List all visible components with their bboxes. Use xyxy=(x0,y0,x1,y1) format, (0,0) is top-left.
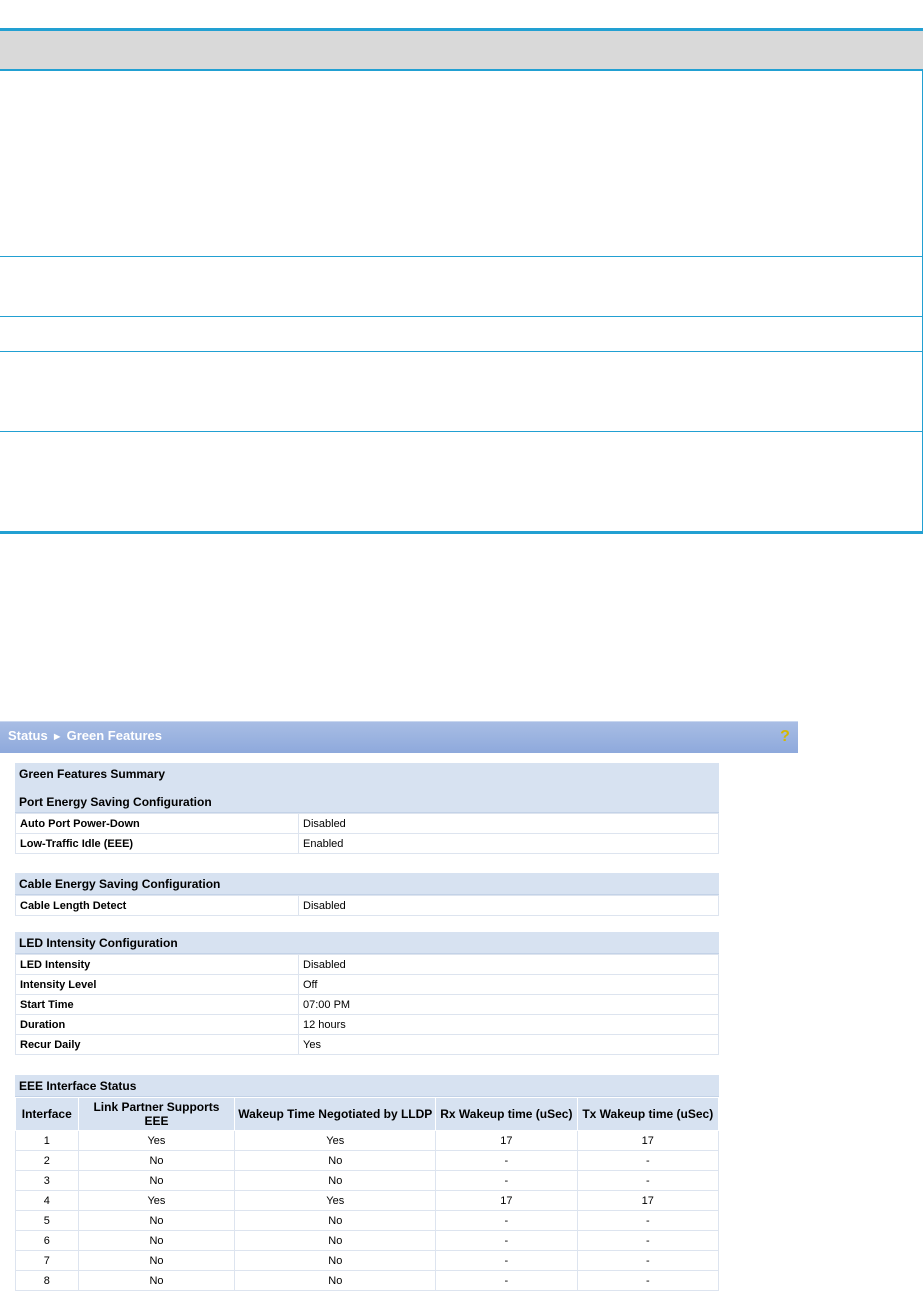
table-cell: 17 xyxy=(436,1131,577,1151)
table-cell: - xyxy=(436,1251,577,1271)
config-row xyxy=(16,896,719,916)
config-value: Disabled xyxy=(299,814,719,834)
eee-title: EEE Interface Status xyxy=(15,1075,719,1097)
table-cell: No xyxy=(78,1171,235,1191)
table-cell: No xyxy=(78,1211,235,1231)
led-title: LED Intensity Configuration xyxy=(15,932,719,954)
config-row xyxy=(16,814,719,834)
led-panel xyxy=(15,932,719,1055)
table-row xyxy=(16,1251,719,1271)
eee-table xyxy=(15,1097,719,1291)
table-cell: Yes xyxy=(235,1191,436,1211)
config-value: Off xyxy=(299,975,719,995)
cable-energy-title: Cable Energy Saving Configuration xyxy=(15,873,719,895)
table-cell: - xyxy=(577,1271,718,1291)
breadcrumb-parent[interactable]: Status xyxy=(8,728,48,743)
table-cell: 1 xyxy=(16,1131,79,1151)
empty-table-row-divider xyxy=(0,431,923,432)
table-cell: No xyxy=(235,1251,436,1271)
table-cell: - xyxy=(577,1251,718,1271)
config-value: Disabled xyxy=(299,896,719,916)
empty-table-header xyxy=(0,31,923,71)
table-cell: - xyxy=(577,1211,718,1231)
config-label: Cable Length Detect xyxy=(16,896,299,916)
table-cell: Yes xyxy=(235,1131,436,1151)
empty-table-row-divider xyxy=(0,351,923,352)
config-label: Low-Traffic Idle (EEE) xyxy=(16,834,299,854)
table-row xyxy=(16,1131,719,1151)
config-row xyxy=(16,955,719,975)
table-cell: 5 xyxy=(16,1211,79,1231)
config-row xyxy=(16,975,719,995)
port-energy-table xyxy=(15,813,719,854)
table-cell: - xyxy=(577,1151,718,1171)
table-cell: - xyxy=(436,1171,577,1191)
table-cell: No xyxy=(235,1231,436,1251)
eee-panel xyxy=(15,1075,719,1291)
port-energy-panel xyxy=(15,763,719,854)
help-icon[interactable]: ? xyxy=(780,728,790,745)
config-label: Duration xyxy=(16,1015,299,1035)
column-header: Tx Wakeup time (uSec) xyxy=(577,1098,718,1131)
table-cell: 3 xyxy=(16,1171,79,1191)
empty-table-row-divider xyxy=(0,316,923,317)
config-value: Enabled xyxy=(299,834,719,854)
table-cell: 8 xyxy=(16,1271,79,1291)
table-cell: Yes xyxy=(78,1191,235,1211)
table-row xyxy=(16,1191,719,1211)
status-header-bar xyxy=(0,721,798,753)
table-row xyxy=(16,1231,719,1251)
table-cell: No xyxy=(235,1271,436,1291)
table-cell: 2 xyxy=(16,1151,79,1171)
table-cell: Yes xyxy=(78,1131,235,1151)
config-label: Recur Daily xyxy=(16,1035,299,1055)
column-header: Interface xyxy=(16,1098,79,1131)
config-value: 07:00 PM xyxy=(299,995,719,1015)
config-value: Disabled xyxy=(299,955,719,975)
breadcrumb xyxy=(8,728,162,743)
table-cell: 17 xyxy=(577,1191,718,1211)
cable-energy-panel xyxy=(15,873,719,916)
table-row xyxy=(16,1171,719,1191)
table-cell: 17 xyxy=(436,1191,577,1211)
table-cell: - xyxy=(577,1231,718,1251)
table-cell: No xyxy=(78,1231,235,1251)
table-cell: - xyxy=(577,1171,718,1191)
config-label: Intensity Level xyxy=(16,975,299,995)
config-row xyxy=(16,1015,719,1035)
column-header: Wakeup Time Negotiated by LLDP xyxy=(235,1098,436,1131)
table-cell: - xyxy=(436,1271,577,1291)
breadcrumb-arrow-icon: ► xyxy=(51,731,63,743)
config-row xyxy=(16,834,719,854)
led-table xyxy=(15,954,719,1055)
breadcrumb-current: Green Features xyxy=(66,728,162,743)
table-cell: No xyxy=(235,1151,436,1171)
config-label: LED Intensity xyxy=(16,955,299,975)
table-cell: No xyxy=(78,1271,235,1291)
table-cell: 7 xyxy=(16,1251,79,1271)
config-row xyxy=(16,1035,719,1055)
cable-energy-table xyxy=(15,895,719,916)
table-cell: - xyxy=(436,1151,577,1171)
config-row xyxy=(16,995,719,1015)
table-cell: No xyxy=(78,1151,235,1171)
config-value: 12 hours xyxy=(299,1015,719,1035)
column-header: Link Partner Supports EEE xyxy=(78,1098,235,1131)
column-header: Rx Wakeup time (uSec) xyxy=(436,1098,577,1131)
table-cell: No xyxy=(78,1251,235,1271)
table-row xyxy=(16,1151,719,1171)
table-cell: No xyxy=(235,1171,436,1191)
empty-table-row-divider xyxy=(0,256,923,257)
empty-table xyxy=(0,28,923,534)
summary-title: Green Features Summary xyxy=(15,763,719,791)
table-cell: 4 xyxy=(16,1191,79,1211)
config-label: Start Time xyxy=(16,995,299,1015)
port-energy-title: Port Energy Saving Configuration xyxy=(15,791,719,813)
config-value: Yes xyxy=(299,1035,719,1055)
config-label: Auto Port Power-Down xyxy=(16,814,299,834)
table-cell: 17 xyxy=(577,1131,718,1151)
table-cell: - xyxy=(436,1211,577,1231)
table-cell: 6 xyxy=(16,1231,79,1251)
table-row xyxy=(16,1211,719,1231)
table-cell: No xyxy=(235,1211,436,1231)
table-row xyxy=(16,1271,719,1291)
table-cell: - xyxy=(436,1231,577,1251)
